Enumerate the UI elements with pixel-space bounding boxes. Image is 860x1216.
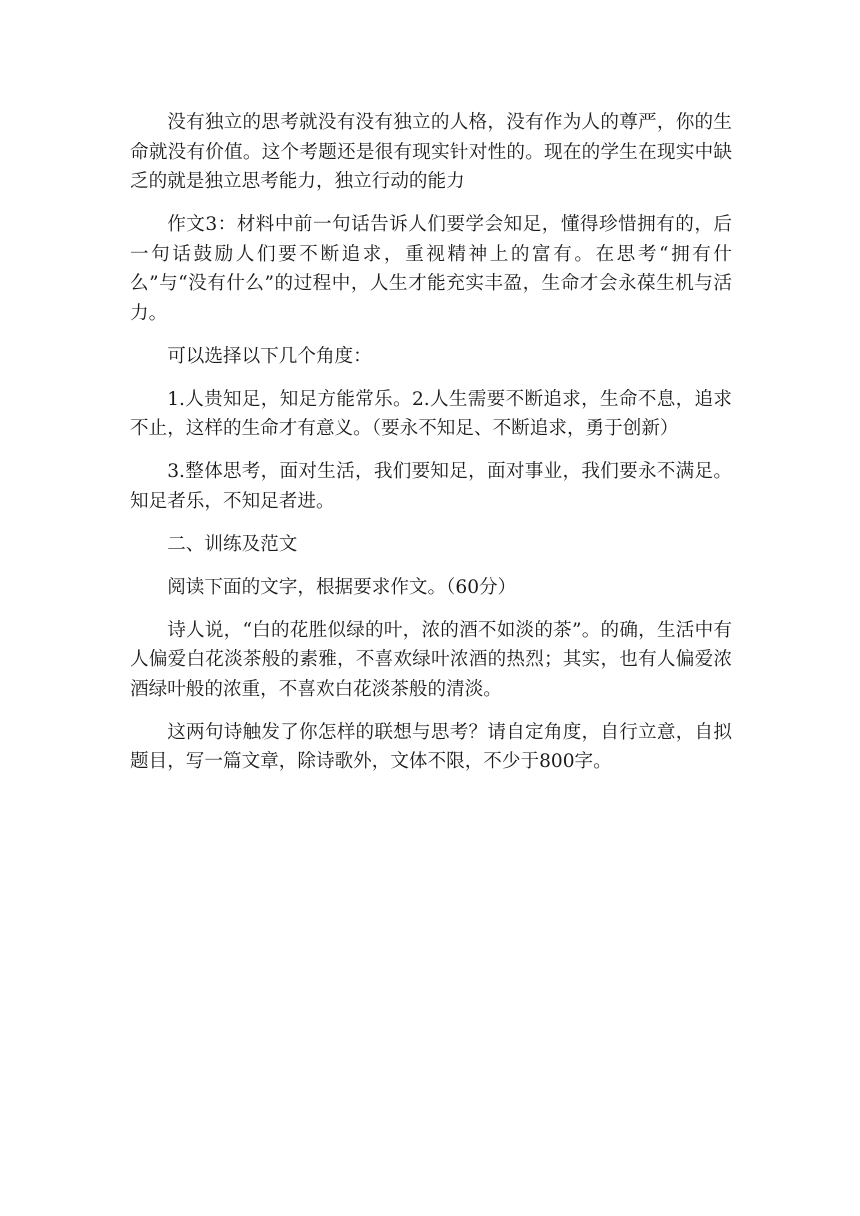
paragraph-angles-intro: 可以选择以下几个角度： [167, 345, 372, 367]
paragraph-instructions: 阅读下面的文字，根据要求作文。（60分） [167, 576, 517, 598]
section-heading-training: 二、训练及范文 [167, 533, 298, 555]
paragraph-essay-prompt: 这两句诗触发了你怎样的联想与思考？请自定角度，自行立意，自拟题目，写一篇文章，除诗歌外，文体不限，不少于800字。 [130, 721, 732, 772]
paragraph-angle-3: 3.整体思考，面对生活，我们要知足，面对事业，我们要永不满足。知足者乐，不知足者进。 [130, 461, 732, 512]
paragraph-angles-1-2: 1.人贵知足，知足方能常乐。2.人生需要不断追求，生命不息，追求不止，这样的生命才有意义。（要永不知足、不断追求，勇于创新） [130, 388, 732, 439]
paragraph-essay-3: 作文3：材料中前一句话告诉人们要学会知足，懂得珍惜拥有的，后一句话鼓励人们要不断追求，重视精神上的富有。在思考“拥有什么”与“没有什么”的过程中，人生才能充实丰盈，生命才会永葆生机与活力。 [130, 214, 732, 324]
document-page [130, 108, 732, 790]
paragraph-poem-material: 诗人说，“白的花胜似绿的叶，浓的酒不如淡的茶”。的确，生活中有人偏爱白花淡茶般的素雅，不喜欢绿叶浓酒的热烈；其实，也有人偏爱浓酒绿叶般的浓重，不喜欢白花淡茶般的清淡。 [130, 619, 732, 700]
paragraph-independent-thinking: 没有独立的思考就没有没有独立的人格，没有作为人的尊严，你的生命就没有价值。这个考题还是很有现实针对性的。现在的学生在现实中缺乏的就是独立思考能力，独立行动的能力 [130, 112, 732, 192]
